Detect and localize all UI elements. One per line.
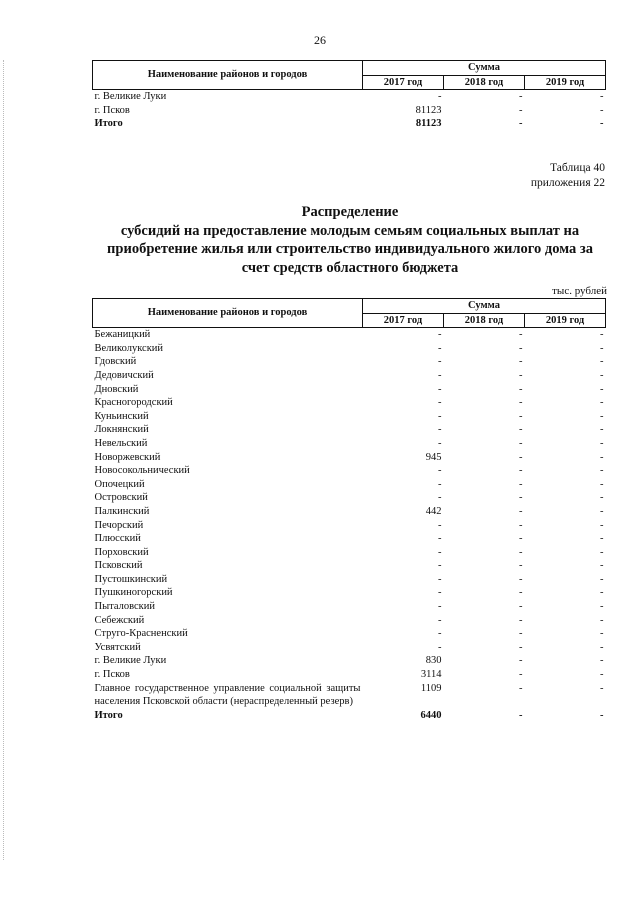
row-name: Палкинский [94,505,150,517]
table-row [93,573,606,587]
value-2017: - [438,601,442,613]
value-2017: - [438,437,442,449]
table-row [93,600,606,614]
table-2 [92,298,606,722]
table-row [93,668,606,682]
value-2019: - [600,329,604,341]
value-2019: - [600,560,604,572]
value-2019: - [600,424,604,436]
value-2019: - [600,356,604,368]
value-2018: - [519,533,523,545]
value-2017: - [438,587,442,599]
value-2019: - [600,655,604,667]
value-2019: - [600,410,604,422]
header-name-col: Наименование районов и городов [93,299,363,328]
table-row [93,451,606,465]
row-name: г. Псков [94,669,130,681]
row-name: Печорский [94,519,144,531]
value-2017: - [438,91,442,103]
header-name-col: Наименование районов и городов [93,61,363,90]
table-row [93,532,606,546]
table-row [93,478,606,492]
value-2018: - [519,478,523,490]
value-2019: - [600,478,604,490]
value-2019: - [600,601,604,613]
row-name: Островский [94,492,148,504]
value-2017: 442 [425,505,442,517]
row-name: Локнянский [94,424,149,436]
value-2019: - [600,519,604,531]
value-2018: - [519,342,523,354]
table-row [93,328,606,342]
table-row [93,437,606,451]
row-name: Порховский [94,546,149,558]
value-2018: - [519,641,523,653]
value-2017: - [438,397,442,409]
value-2017: - [438,519,442,531]
header-sum: Сумма [363,61,606,76]
value-2018: - [519,573,523,585]
title-line: Распределение [301,204,399,220]
row-name: Гдовский [94,356,137,368]
value-2018: - [519,492,523,504]
table-row [93,383,606,397]
value-2017: - [438,628,442,640]
total-row [93,709,606,723]
table-row [93,355,606,369]
value-2017: - [438,492,442,504]
value-2017: - [438,614,442,626]
value-2019: - [600,397,604,409]
table-row [93,90,606,104]
value-2019: - [600,505,604,517]
table-row [93,546,606,560]
table-row [93,104,606,118]
value-2018: - [519,91,523,103]
value-2019: - [600,587,604,599]
value-2018: - [519,546,523,558]
value-2017: - [438,533,442,545]
value-2017: 945 [425,451,442,463]
table-row [93,505,606,519]
value-2019: - [600,546,604,558]
table-row [93,586,606,600]
row-name: Красногородский [94,397,173,409]
row-name: г. Великие Луки [94,91,167,103]
table-row [93,627,606,641]
title-line: приобретение жилья или строительство индивидуального жилого дома за [107,241,593,257]
row-name: Струго-Красненский [94,628,188,640]
header-year: 2019 год [525,313,606,328]
value-2017: 3114 [420,669,442,681]
value-2017: - [438,546,442,558]
value-2018: - [519,628,523,640]
row-name: Опочецкий [94,478,145,490]
value-2017: 6440 [420,709,442,721]
value-2018: - [519,505,523,517]
value-2018: - [519,655,523,667]
header-sum: Сумма [363,299,606,314]
row-name: Невельский [94,437,148,449]
value-2018: - [519,383,523,395]
value-2017: - [438,560,442,572]
document-title [90,203,610,277]
value-2017: - [438,356,442,368]
value-2018: - [519,614,523,626]
value-2019: - [600,437,604,449]
value-2017: - [438,573,442,585]
value-2018: - [519,451,523,463]
unit-label: тыс. рублей [552,285,607,297]
table-row [93,641,606,655]
row-name: Пустошкинский [94,573,168,585]
value-2017: - [438,329,442,341]
value-2018: - [519,424,523,436]
header-year: 2018 год [444,313,525,328]
table-row [93,369,606,383]
value-2017: 81123 [415,118,442,130]
table-row [93,614,606,628]
table-row [93,519,606,533]
table-row [93,559,606,573]
header-year: 2017 год [363,313,444,328]
row-name: Плюсский [94,533,141,545]
value-2019: - [600,383,604,395]
value-2018: - [519,601,523,613]
value-2017: 81123 [415,104,442,116]
table-row [93,342,606,356]
value-2018: - [519,682,523,694]
table-row [93,410,606,424]
row-name: Дновский [94,383,139,395]
row-name: Итого [94,709,123,721]
value-2018: - [519,118,523,130]
row-name: Куньинский [94,410,149,422]
row-name: г. Псков [94,104,130,116]
value-2018: - [519,369,523,381]
value-2018: - [519,669,523,681]
value-2018: - [519,410,523,422]
row-name: Усвятский [94,641,141,653]
value-2019: - [600,573,604,585]
value-2017: - [438,383,442,395]
row-name: Бежаницкий [94,329,151,341]
total-row [93,117,606,131]
row-name: Великолукский [94,342,164,354]
table-1 [92,60,606,131]
value-2019: - [600,91,604,103]
table-number [531,161,605,191]
value-2018: - [519,560,523,572]
value-2018: - [519,465,523,477]
value-2017: - [438,342,442,354]
value-2018: - [519,356,523,368]
value-2018: - [519,397,523,409]
value-2019: - [600,465,604,477]
table-number-line: Таблица 40 [550,162,605,174]
value-2019: - [600,682,604,694]
value-2019: - [600,669,604,681]
value-2019: - [600,628,604,640]
title-line: субсидий на предоставление молодым семьям социальных выплат на [120,222,580,239]
value-2018: - [519,587,523,599]
value-2018: - [519,709,523,721]
header-year: 2018 год [444,75,525,90]
table-row [93,464,606,478]
value-2017: 830 [425,655,442,667]
appendix-line: приложения 22 [530,177,605,189]
row-name: Главное государственное управление социальной защиты населения Псковской области (нераспределенный резерв) [94,682,361,708]
value-2019: - [600,533,604,545]
value-2019: - [600,104,604,116]
value-2018: - [519,329,523,341]
value-2017: - [438,369,442,381]
value-2019: - [600,369,604,381]
table-row [93,396,606,410]
title-line: счет средств областного бюджета [241,259,459,276]
value-2017: - [438,478,442,490]
page-number: 26 [314,33,326,47]
row-name: Новоржевский [94,451,161,463]
value-2019: - [600,614,604,626]
table-row [93,654,606,668]
value-2017: - [438,641,442,653]
value-2017: 1109 [420,682,442,694]
value-2019: - [600,342,604,354]
value-2017: - [438,465,442,477]
row-name: г. Великие Луки [94,655,167,667]
value-2019: - [600,709,604,721]
value-2019: - [600,641,604,653]
value-2018: - [519,104,523,116]
row-name: Дедовичский [94,369,154,381]
row-name: Пушкиногорский [94,587,173,599]
table-row [93,491,606,505]
row-name: Итого [94,118,123,130]
value-2019: - [600,451,604,463]
row-name: Себежский [94,614,145,626]
value-2017: - [438,424,442,436]
table-row [93,682,606,709]
row-name: Пыталовский [94,601,155,613]
value-2018: - [519,519,523,531]
value-2019: - [600,492,604,504]
row-name: Новосокольнический [94,465,190,477]
header-year: 2017 год [363,75,444,90]
row-name: Псковский [94,560,143,572]
header-year: 2019 год [525,75,606,90]
scan-edge [3,60,5,860]
table-row [93,423,606,437]
value-2018: - [519,437,523,449]
value-2019: - [600,118,604,130]
value-2017: - [438,410,442,422]
